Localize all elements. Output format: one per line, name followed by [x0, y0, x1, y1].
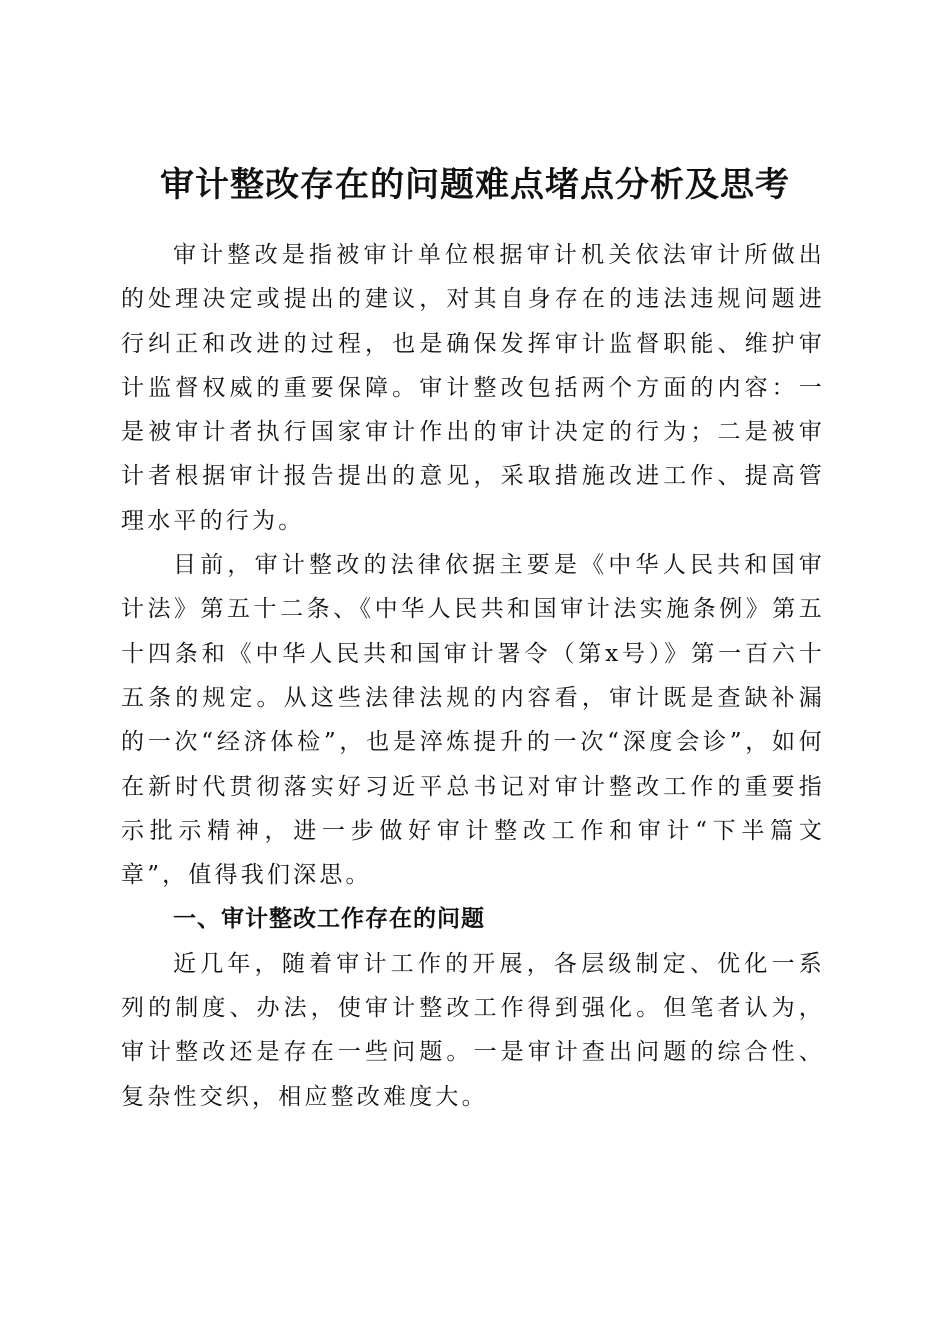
- legal-basis-paragraph: 目前，审计整改的法律依据主要是《中华人民共和国审计法》第五十二条、《中华人民共和国审计法实施条例》第五十四条和《中华人民共和国审计署令（第x号）》第一百六十五条的规定。从这些法律法规的内容看，审计既是查缺补漏的一次“经济体检”，也是淬炼提升的一次“深度会诊”，如何在新时代贯彻落实好习近平总书记对审计整改工作的重要指示批示精神，进一步做好审计整改工作和审计“下半篇文章”，值得我们深思。: [121, 552, 825, 889]
- document-body: [121, 233, 825, 1119]
- section-heading: 一、审计整改工作存在的问题: [173, 906, 485, 933]
- section-paragraph: 近几年，随着审计工作的开展，各层级制定、优化一系列的制度、办法，使审计整改工作得到强化。但笔者认为，审计整改还是存在一些问题。一是审计查出问题的综合性、复杂性交织，相应整改难度大。: [121, 950, 825, 1110]
- intro-paragraph: 审计整改是指被审计单位根据审计机关依法审计所做出的处理决定或提出的建议，对其自身存在的违法违规问题进行纠正和改进的过程，也是确保发挥审计监督职能、维护审计监督权威的重要保障。审计整改包括两个方面的内容：一是被审计者执行国家审计作出的审计决定的行为；二是被审计者根据审计报告提出的意见，采取措施改进工作、提高管理水平的行为。: [121, 242, 825, 534]
- document-title: 审计整改存在的问题难点堵点分析及思考: [160, 164, 790, 205]
